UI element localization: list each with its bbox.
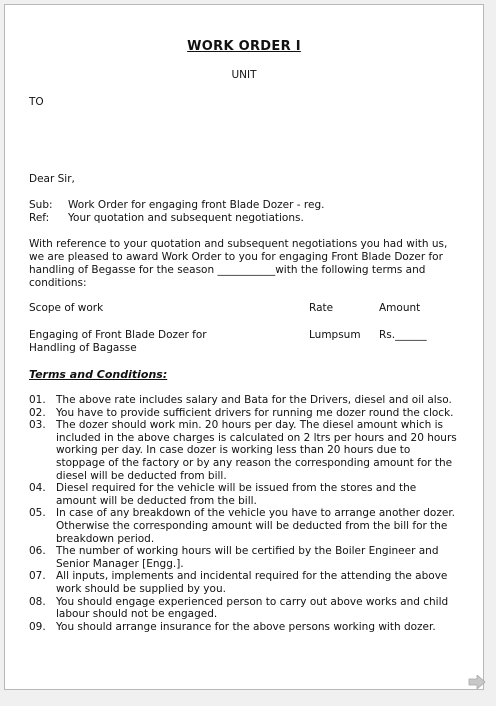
term-number: 07.	[29, 570, 46, 583]
term-line: Otherwise the corresponding amount will be deducted from the bill for the	[56, 519, 448, 532]
term-number: 08.	[29, 595, 46, 608]
reference-value: Your quotation and subsequent negotiations.	[68, 212, 304, 224]
amount-header: Amount	[379, 302, 421, 314]
terms-list	[29, 394, 467, 633]
term-number: 09.	[29, 620, 46, 633]
term-number: 03.	[29, 419, 46, 432]
term-item	[29, 545, 467, 570]
arrow-right-icon[interactable]	[468, 674, 486, 688]
term-line: The number of working hours will be certified by the Boiler Engineer and	[56, 545, 439, 558]
amount-cell: Rs.______	[379, 329, 427, 341]
term-item	[29, 407, 467, 420]
rate-header: Rate	[309, 302, 334, 314]
term-item	[29, 419, 467, 482]
term-number: 02.	[29, 406, 46, 419]
scope-cell: Handling of Bagasse	[29, 342, 137, 354]
term-line: You have to provide sufficient drivers for running me dozer round the clock.	[56, 406, 454, 419]
term-number: 06.	[29, 545, 46, 558]
arrow-right-icon-svg	[468, 675, 486, 689]
document-title: WORK ORDER I	[187, 39, 301, 54]
term-item	[29, 570, 467, 595]
term-line: You should engage experienced person to carry out above works and child	[56, 595, 449, 608]
scope-cell: Engaging of Front Blade Dozer for	[29, 329, 207, 341]
term-item	[29, 596, 467, 621]
term-line: The above rate includes salary and Bata for the Drivers, diesel and oil also.	[56, 394, 452, 406]
term-item	[29, 507, 467, 545]
intro-paragraph	[29, 238, 467, 290]
term-item	[29, 482, 467, 507]
term-line: Senior Manager [Engg.].	[56, 557, 184, 570]
scope-header: Scope of work	[29, 302, 104, 314]
term-item	[29, 621, 467, 634]
term-line: included in the above charges is calculated on 2 ltrs per hours and 20 hours	[56, 431, 457, 444]
intro-line: conditions:	[29, 277, 87, 289]
term-number: 04.	[29, 482, 46, 495]
term-line: diesel will be deducted from bill.	[56, 469, 227, 482]
term-line: stoppage of the factory or by any reason the corresponding amount for the	[56, 456, 453, 469]
to-label: TO	[29, 96, 44, 108]
subject-key: Sub:	[29, 199, 53, 211]
term-number: 01.	[29, 394, 46, 406]
salutation: Dear Sir,	[29, 173, 75, 185]
subject-value: Work Order for engaging front Blade Dozer - reg.	[68, 199, 325, 211]
intro-line: handling of Begasse for the season ___________with the following terms and	[29, 264, 426, 276]
term-item	[29, 394, 467, 407]
term-line: Diesel required for the vehicle will be issued from the stores and the	[56, 482, 417, 495]
term-line: breakdown period.	[56, 532, 155, 545]
term-line: amount will be deducted from the bill.	[56, 494, 257, 507]
term-line: working per day. In case dozer is working less than 20 hours due to	[56, 444, 411, 457]
term-line: work should be supplied by you.	[56, 582, 226, 595]
terms-heading: Terms and Conditions:	[29, 368, 168, 381]
reference-key: Ref:	[29, 212, 50, 224]
intro-line: we are pleased to award Work Order to you for engaging Front Blade Dozer for	[29, 251, 443, 263]
unit-label: UNIT	[231, 69, 257, 81]
term-line: In case of any breakdown of the vehicle you have to arrange another dozer.	[56, 507, 456, 520]
term-line: All inputs, implements and incidental required for the attending the above	[56, 570, 448, 583]
document-page	[4, 4, 484, 690]
intro-line: With reference to your quotation and subsequent negotiations you had with us,	[29, 238, 448, 250]
term-line: The dozer should work min. 20 hours per day. The diesel amount which is	[56, 419, 444, 432]
rate-cell: Lumpsum	[309, 329, 361, 341]
term-number: 05.	[29, 507, 46, 520]
term-line: You should arrange insurance for the above persons working with dozer.	[56, 620, 436, 633]
term-line: labour should not be engaged.	[56, 608, 218, 621]
